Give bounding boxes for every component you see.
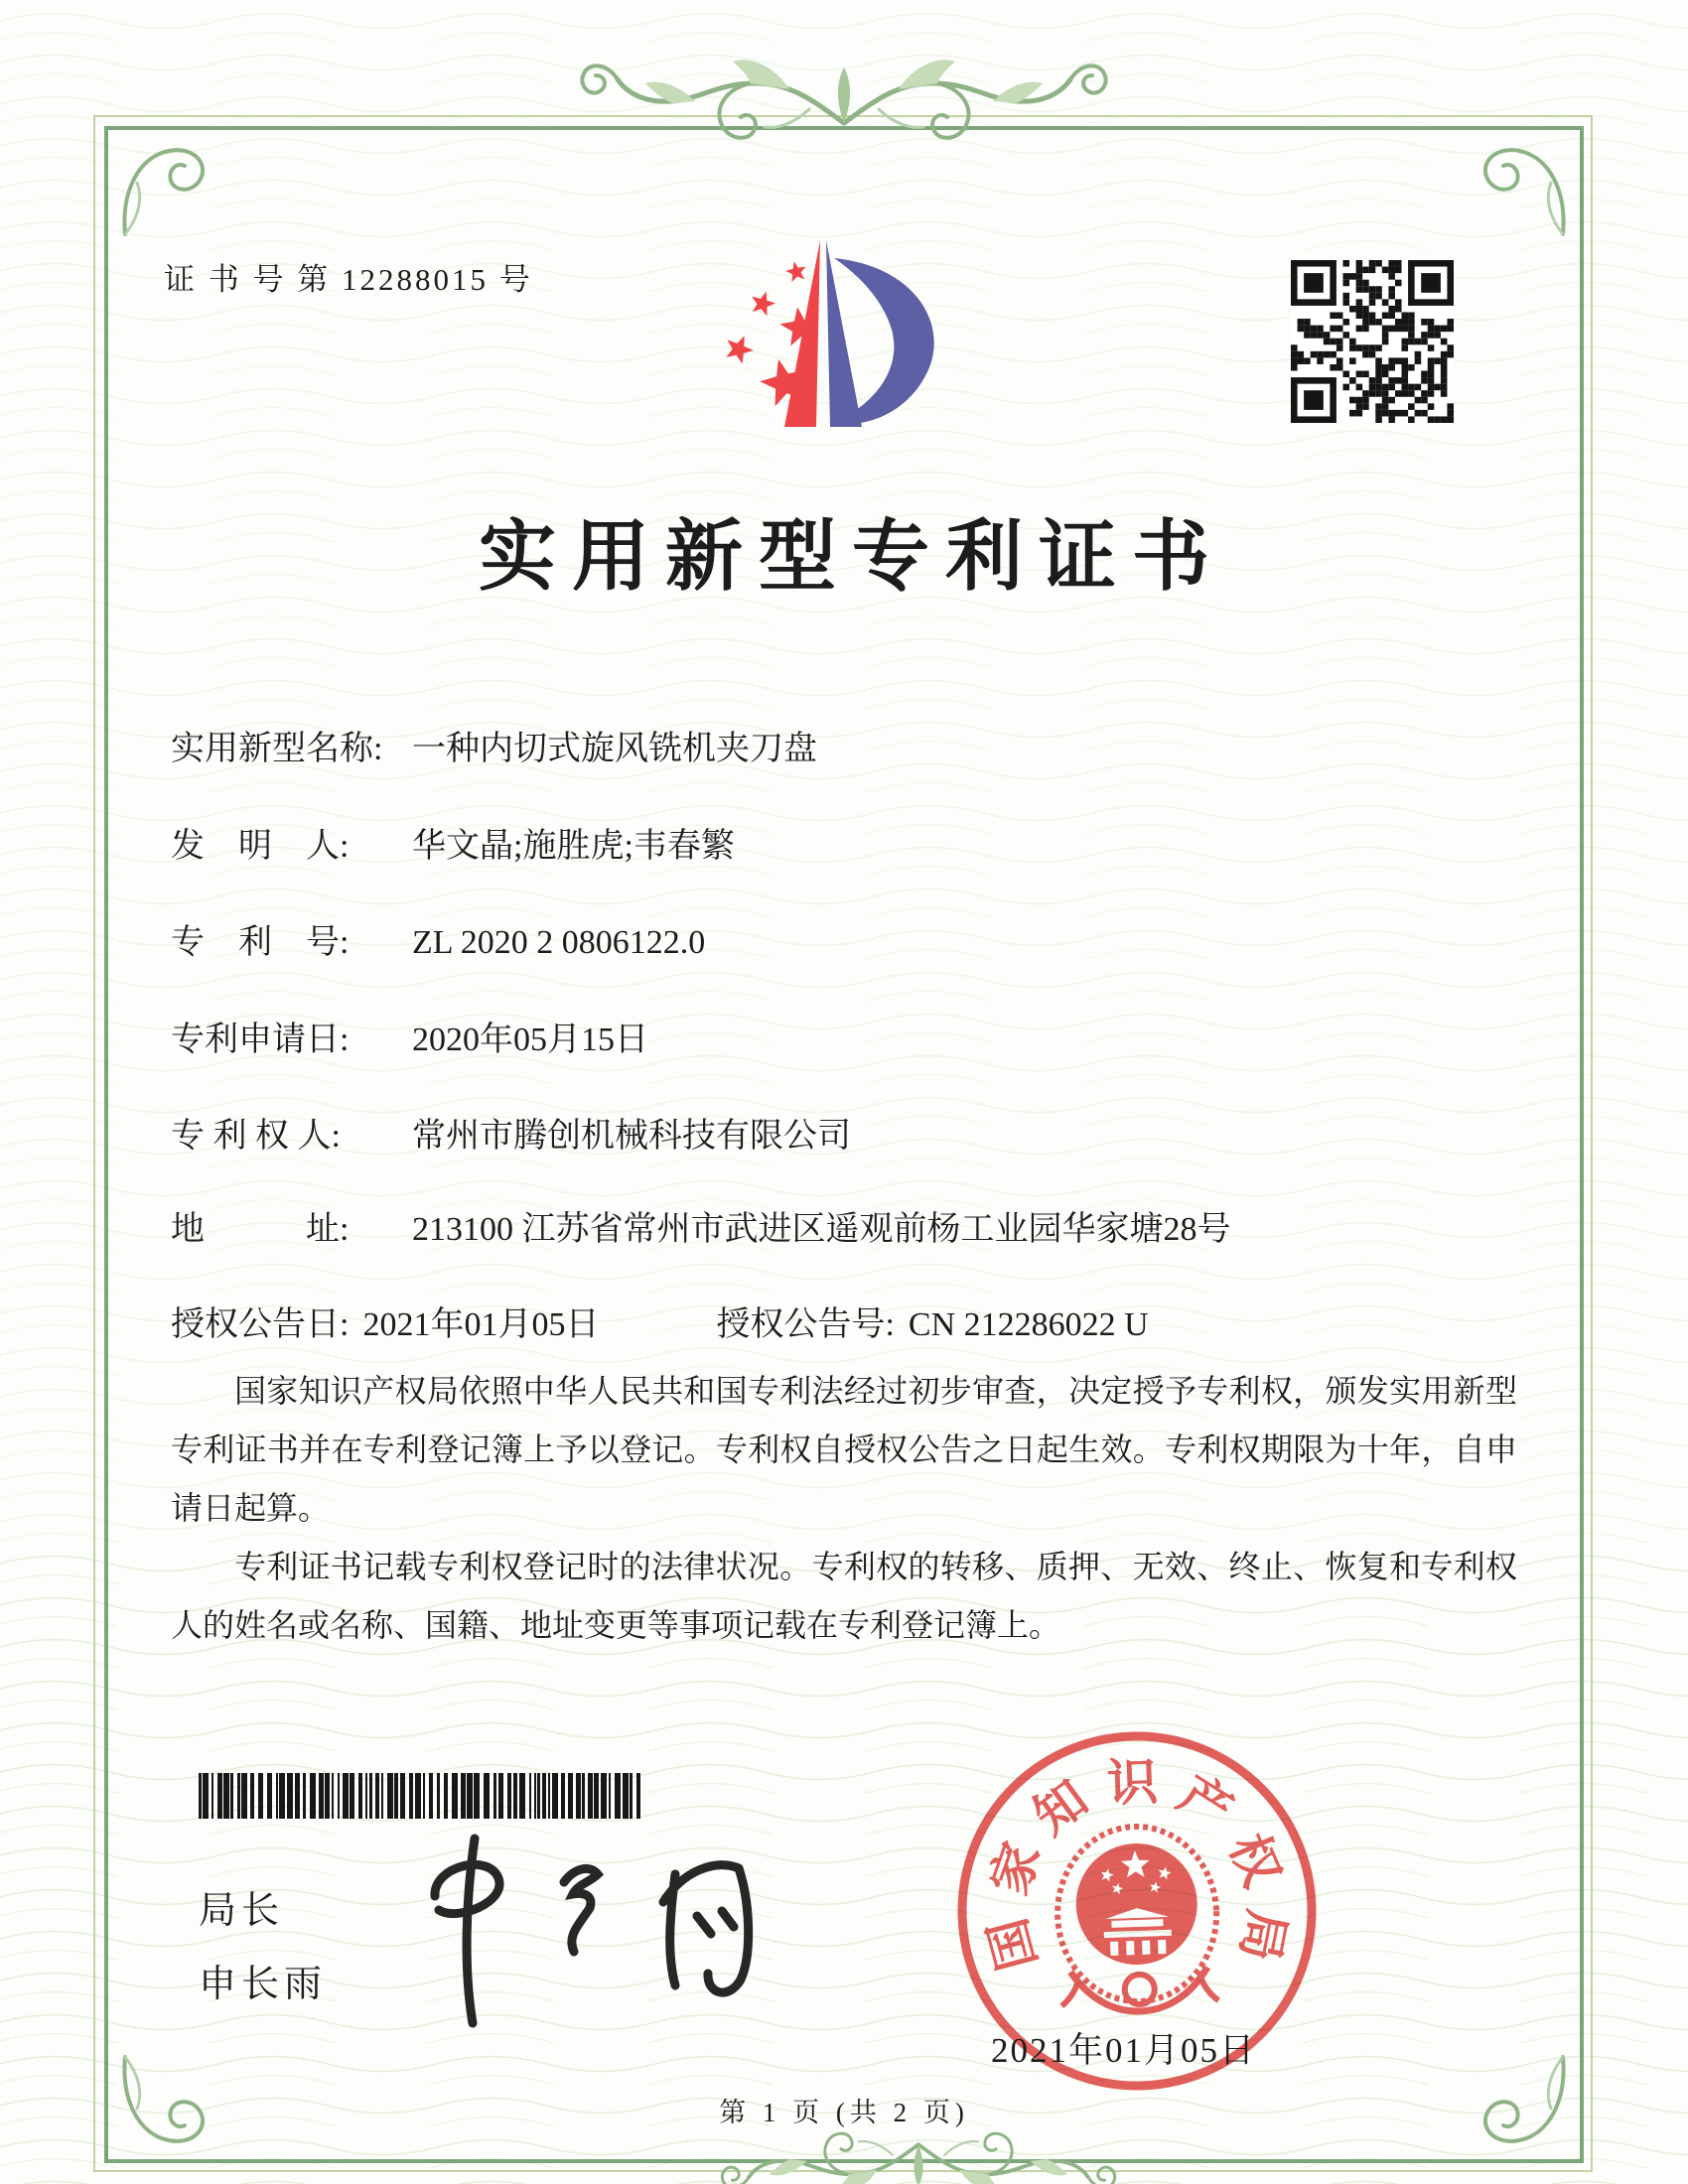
page-number: 第 1 页 (共 2 页) — [719, 2098, 969, 2127]
commissioner-title: 局长 — [199, 1890, 285, 1932]
field-address — [171, 1207, 1531, 1253]
field-value: 华文晶;施胜虎;韦春繁 — [412, 828, 735, 865]
field-value: 一种内切式旋风铣机夹刀盘 — [412, 731, 817, 767]
field-label: 实用新型名称: — [171, 731, 383, 767]
field-utility-model-name — [171, 727, 1531, 772]
field-value: 常州市腾创机械科技有限公司 — [412, 1118, 851, 1155]
seal-ring-char: 识 — [1106, 1755, 1160, 1813]
field-label: 发 明 人: — [171, 828, 350, 865]
seal-ring-char: 局 — [1229, 1905, 1295, 1966]
field-patent-number — [171, 920, 1531, 966]
certificate-number: 证 书 号 第 12288015 号 — [164, 262, 533, 297]
seal-ring-char: 产 — [1168, 1766, 1241, 1842]
seal-ring-char: 权 — [1217, 1826, 1290, 1895]
signature-icon — [377, 1825, 854, 2043]
top-flourish-ornament — [556, 32, 1132, 181]
grant-number-value: CN 212286022 U — [908, 1306, 1149, 1343]
corner-flourish-icon — [117, 139, 212, 238]
grant-number-label: 授权公告号: — [716, 1306, 895, 1343]
field-label: 专 利 权 人: — [171, 1118, 341, 1155]
cnipa-logo-icon — [683, 230, 971, 449]
field-label: 地 址: — [171, 1211, 350, 1248]
field-application-date — [171, 1018, 1531, 1063]
barcode — [199, 1773, 640, 1819]
field-value: ZL 2020 2 0806122.0 — [412, 924, 706, 961]
document-title: 实用新型专利证书 — [478, 513, 1225, 600]
signer-block — [199, 1874, 327, 2021]
grant-date-value: 2021年01月05日 — [362, 1306, 600, 1343]
field-value: 2020年05月15日 — [412, 1022, 648, 1058]
field-patentee — [171, 1114, 1531, 1160]
field-grant-announcement — [171, 1302, 1561, 1348]
seal-date: 2021年01月05日 — [991, 2031, 1257, 2070]
grant-date-label: 授权公告日: — [171, 1306, 350, 1343]
seal-ring-char: 家 — [982, 1836, 1053, 1902]
legal-paragraph-2: 专利证书记载专利权登记时的法律状况。专利权的转移、质押、无效、终止、恢复和专利权人的姓名或名称、国籍、地址变更等事项记载在专利登记簿上。 — [171, 1548, 1517, 1643]
field-label: 专 利 号: — [171, 924, 350, 961]
legal-body-text — [171, 1362, 1517, 1654]
field-label: 专利申请日: — [171, 1022, 350, 1058]
seal-ring-char: 知 — [1025, 1771, 1099, 1846]
commissioner-name: 申长雨 — [199, 1964, 328, 2005]
seal-ring-char: 国 — [980, 1912, 1049, 1977]
field-value: 213100 江苏省常州市武进区遥观前杨工业园华家塘28号 — [412, 1211, 1231, 1248]
field-inventors — [171, 824, 1531, 870]
legal-paragraph-1: 国家知识产权局依照中华人民共和国专利法经过初步审查，决定授予专利权，颁发实用新型专利证书并在专利登记簿上予以登记。专利权自授权公告之日起生效。专利权期限为十年，自申请日起算。 — [171, 1373, 1517, 1526]
corner-flourish-icon — [1476, 139, 1571, 238]
qr-code — [1291, 260, 1454, 423]
